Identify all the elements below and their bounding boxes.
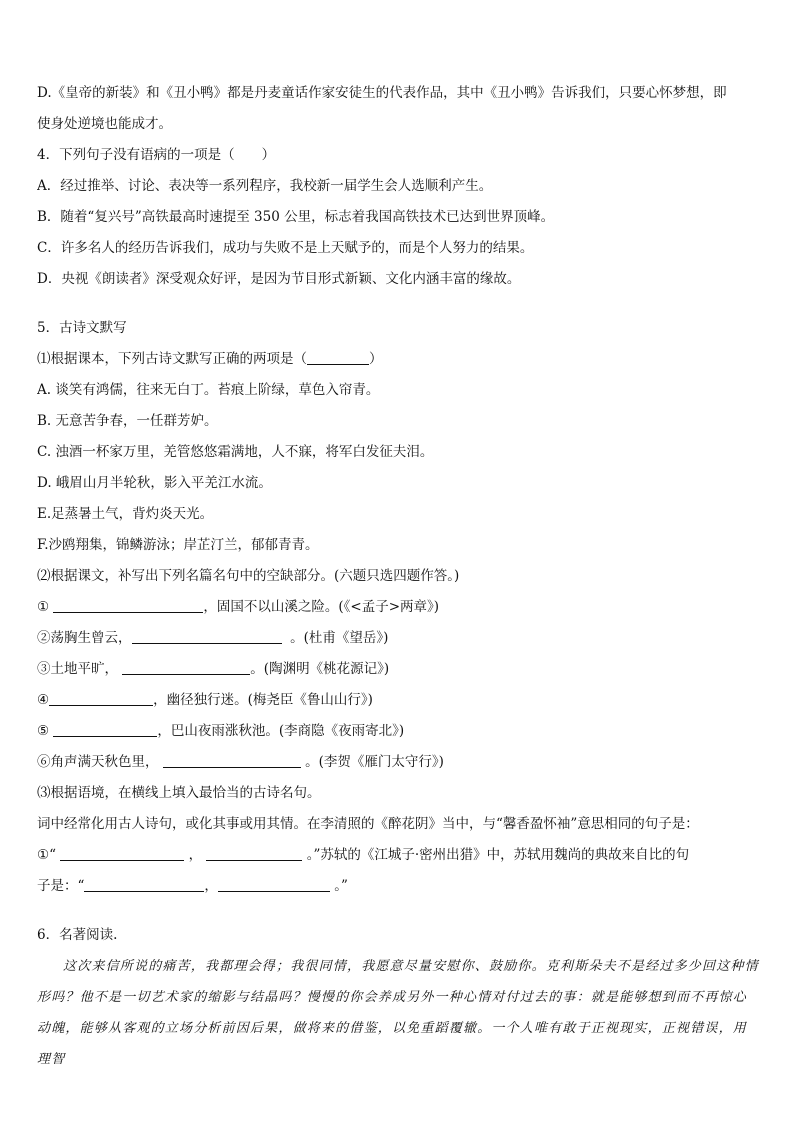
q4-option-b[interactable]: B．随着“复兴号”高铁最高时速提至 350 公里，标志着我国高铁技术已达到世界顶峰。 — [37, 209, 555, 225]
q6-title: 6．名著阅读. — [37, 927, 118, 943]
q5-part2-item3 — [37, 654, 759, 685]
item4-blank[interactable] — [49, 691, 153, 706]
item1-text: ，固国不以山溪之险。(《<孟子>两章》) — [203, 599, 440, 615]
q5-option-d[interactable]: D. 峨眉山月半轮秋，影入平羌江水流。 — [37, 475, 272, 491]
q5-title: 5．古诗文默写 — [37, 320, 127, 336]
item5-blank[interactable] — [53, 722, 157, 737]
q5-part3-line2 — [37, 871, 759, 902]
q4-stem: 4．下列句子没有语病的一项是（ ） — [37, 147, 276, 163]
q5-part3-context: 词中经常化用古人诗句，或化其事或用其情。在李清照的《醉花阴》当中，与“馨香盈怀袖”意思相同的句子是： — [37, 816, 699, 832]
p3-blank-1[interactable] — [60, 846, 184, 861]
q5-option-a[interactable]: A. 谈笑有鸿儒，往来无白丁。苔痕上阶绿，草色入帘青。 — [37, 382, 380, 398]
q4-option-c[interactable]: C．许多名人的经历告诉我们，成功与失败不是上天赋予的，而是个人努力的结果。 — [37, 240, 534, 256]
p3-line2-comma: ， — [204, 878, 218, 894]
p3-line1-open: ①“ — [37, 847, 57, 863]
item2-text-after: 。(杜甫《望岳》) — [290, 630, 389, 646]
q5-part2-item2 — [37, 623, 759, 654]
q5-option-b[interactable]: B. 无意苦争春，一任群芳妒。 — [37, 413, 218, 429]
item3-text-after: 。(陶渊明《桃花源记》) — [250, 661, 390, 677]
q5-part1-stem-after: ） — [369, 351, 383, 367]
item5-number: ⑤ — [37, 723, 50, 739]
q5-option-e[interactable]: E.足蒸暑土气，背灼炎天光。 — [37, 506, 214, 522]
item2-text-before: ②荡胸生曾云， — [37, 630, 132, 646]
q5-part2-item1 — [37, 592, 759, 623]
section-gap — [37, 295, 759, 313]
item6-text-before: ⑥角声满天秋色里， — [37, 754, 159, 770]
q5-part2-item4 — [37, 685, 759, 716]
q5-part1-stem-before: ⑴根据课本，下列古诗文默写正确的两项是（ — [37, 351, 307, 367]
p3-line2-open: 子是：“ — [37, 878, 85, 894]
q5-part1-stem — [37, 344, 759, 375]
p3-blank-4[interactable] — [218, 877, 330, 892]
q5-part2-item5 — [37, 716, 759, 747]
q5-part3-line1 — [37, 840, 759, 871]
item4-number: ④ — [37, 692, 50, 708]
item1-number: ① — [37, 599, 50, 615]
q4-option-a[interactable]: A．经过推举、讨论、表决等一系列程序，我校新一届学生会人选顺利产生。 — [37, 178, 493, 194]
p3-blank-2[interactable] — [206, 846, 302, 861]
q5-part3-stem: ⑶根据语境，在横线上填入最恰当的古诗名句。 — [37, 785, 321, 801]
q5-part1-answer-blank[interactable] — [307, 350, 369, 365]
q5-option-c[interactable]: C. 浊酒一杯家万里，羌管悠悠霜满地，人不寐，将军白发征夫泪。 — [37, 444, 434, 460]
q4-option-d[interactable]: D．央视《朗读者》深受观众好评，是因为节目形式新颖、文化内涵丰富的缘故。 — [37, 271, 521, 287]
item4-text: ，幽径独行迷。(梅尧臣《鲁山山行》) — [153, 692, 373, 708]
p3-line1-comma: ， — [188, 847, 203, 863]
item1-blank[interactable] — [53, 598, 203, 613]
p3-line1-rest: 。”苏轼的《江城子·密州出猎》中，苏轼用魏尚的典故来自比的句 — [306, 847, 690, 863]
q5-option-f[interactable]: F.沙鸥翔集，锦鳞游泳；岸芷汀兰，郁郁青青。 — [37, 537, 319, 553]
q6-passage: 这次来信所说的痛苦，我都理会得；我很同情，我愿意尽量安慰你、鼓励你。克利斯朵夫不是经过多少回这种情形吗？他不是一切艺术家的缩影与结晶吗？慢慢的你会养成另外一种心情对付过去的事：就是能够想到而不再惊心动魄，能够从客观的立场分析前因后果，做将来的借鉴，以免重蹈覆辙。一个人唯有敢于正视现实，正视错误，用理智 — [37, 959, 759, 1067]
p3-line2-end: 。” — [334, 878, 348, 894]
p3-blank-3[interactable] — [84, 877, 204, 892]
item2-blank[interactable] — [132, 629, 282, 644]
item5-text: ，巴山夜雨涨秋池。(李商隐《夜雨寄北》) — [157, 723, 405, 739]
exam-page — [37, 78, 759, 1075]
item3-text-before: ③土地平旷， — [37, 661, 118, 677]
item6-text-after: 。(李贺《雁门太守行》) — [305, 754, 444, 770]
q5-part2-item6 — [37, 747, 759, 778]
item3-blank[interactable] — [122, 660, 250, 675]
q5-part2-stem: ⑵根据课文，补写出下列名篇名句中的空缺部分。(六题只选四题作答。) — [37, 568, 460, 584]
section-gap — [37, 902, 759, 920]
q3-option-d-line2: 使身处逆境也能成才。 — [37, 116, 172, 132]
q3-option-d-line1: D.《皇帝的新装》和《丑小鸭》都是丹麦童话作家安徒生的代表作品，其中《丑小鸭》告诉我们，只要心怀梦想，即 — [37, 85, 727, 101]
item6-blank[interactable] — [163, 753, 301, 768]
